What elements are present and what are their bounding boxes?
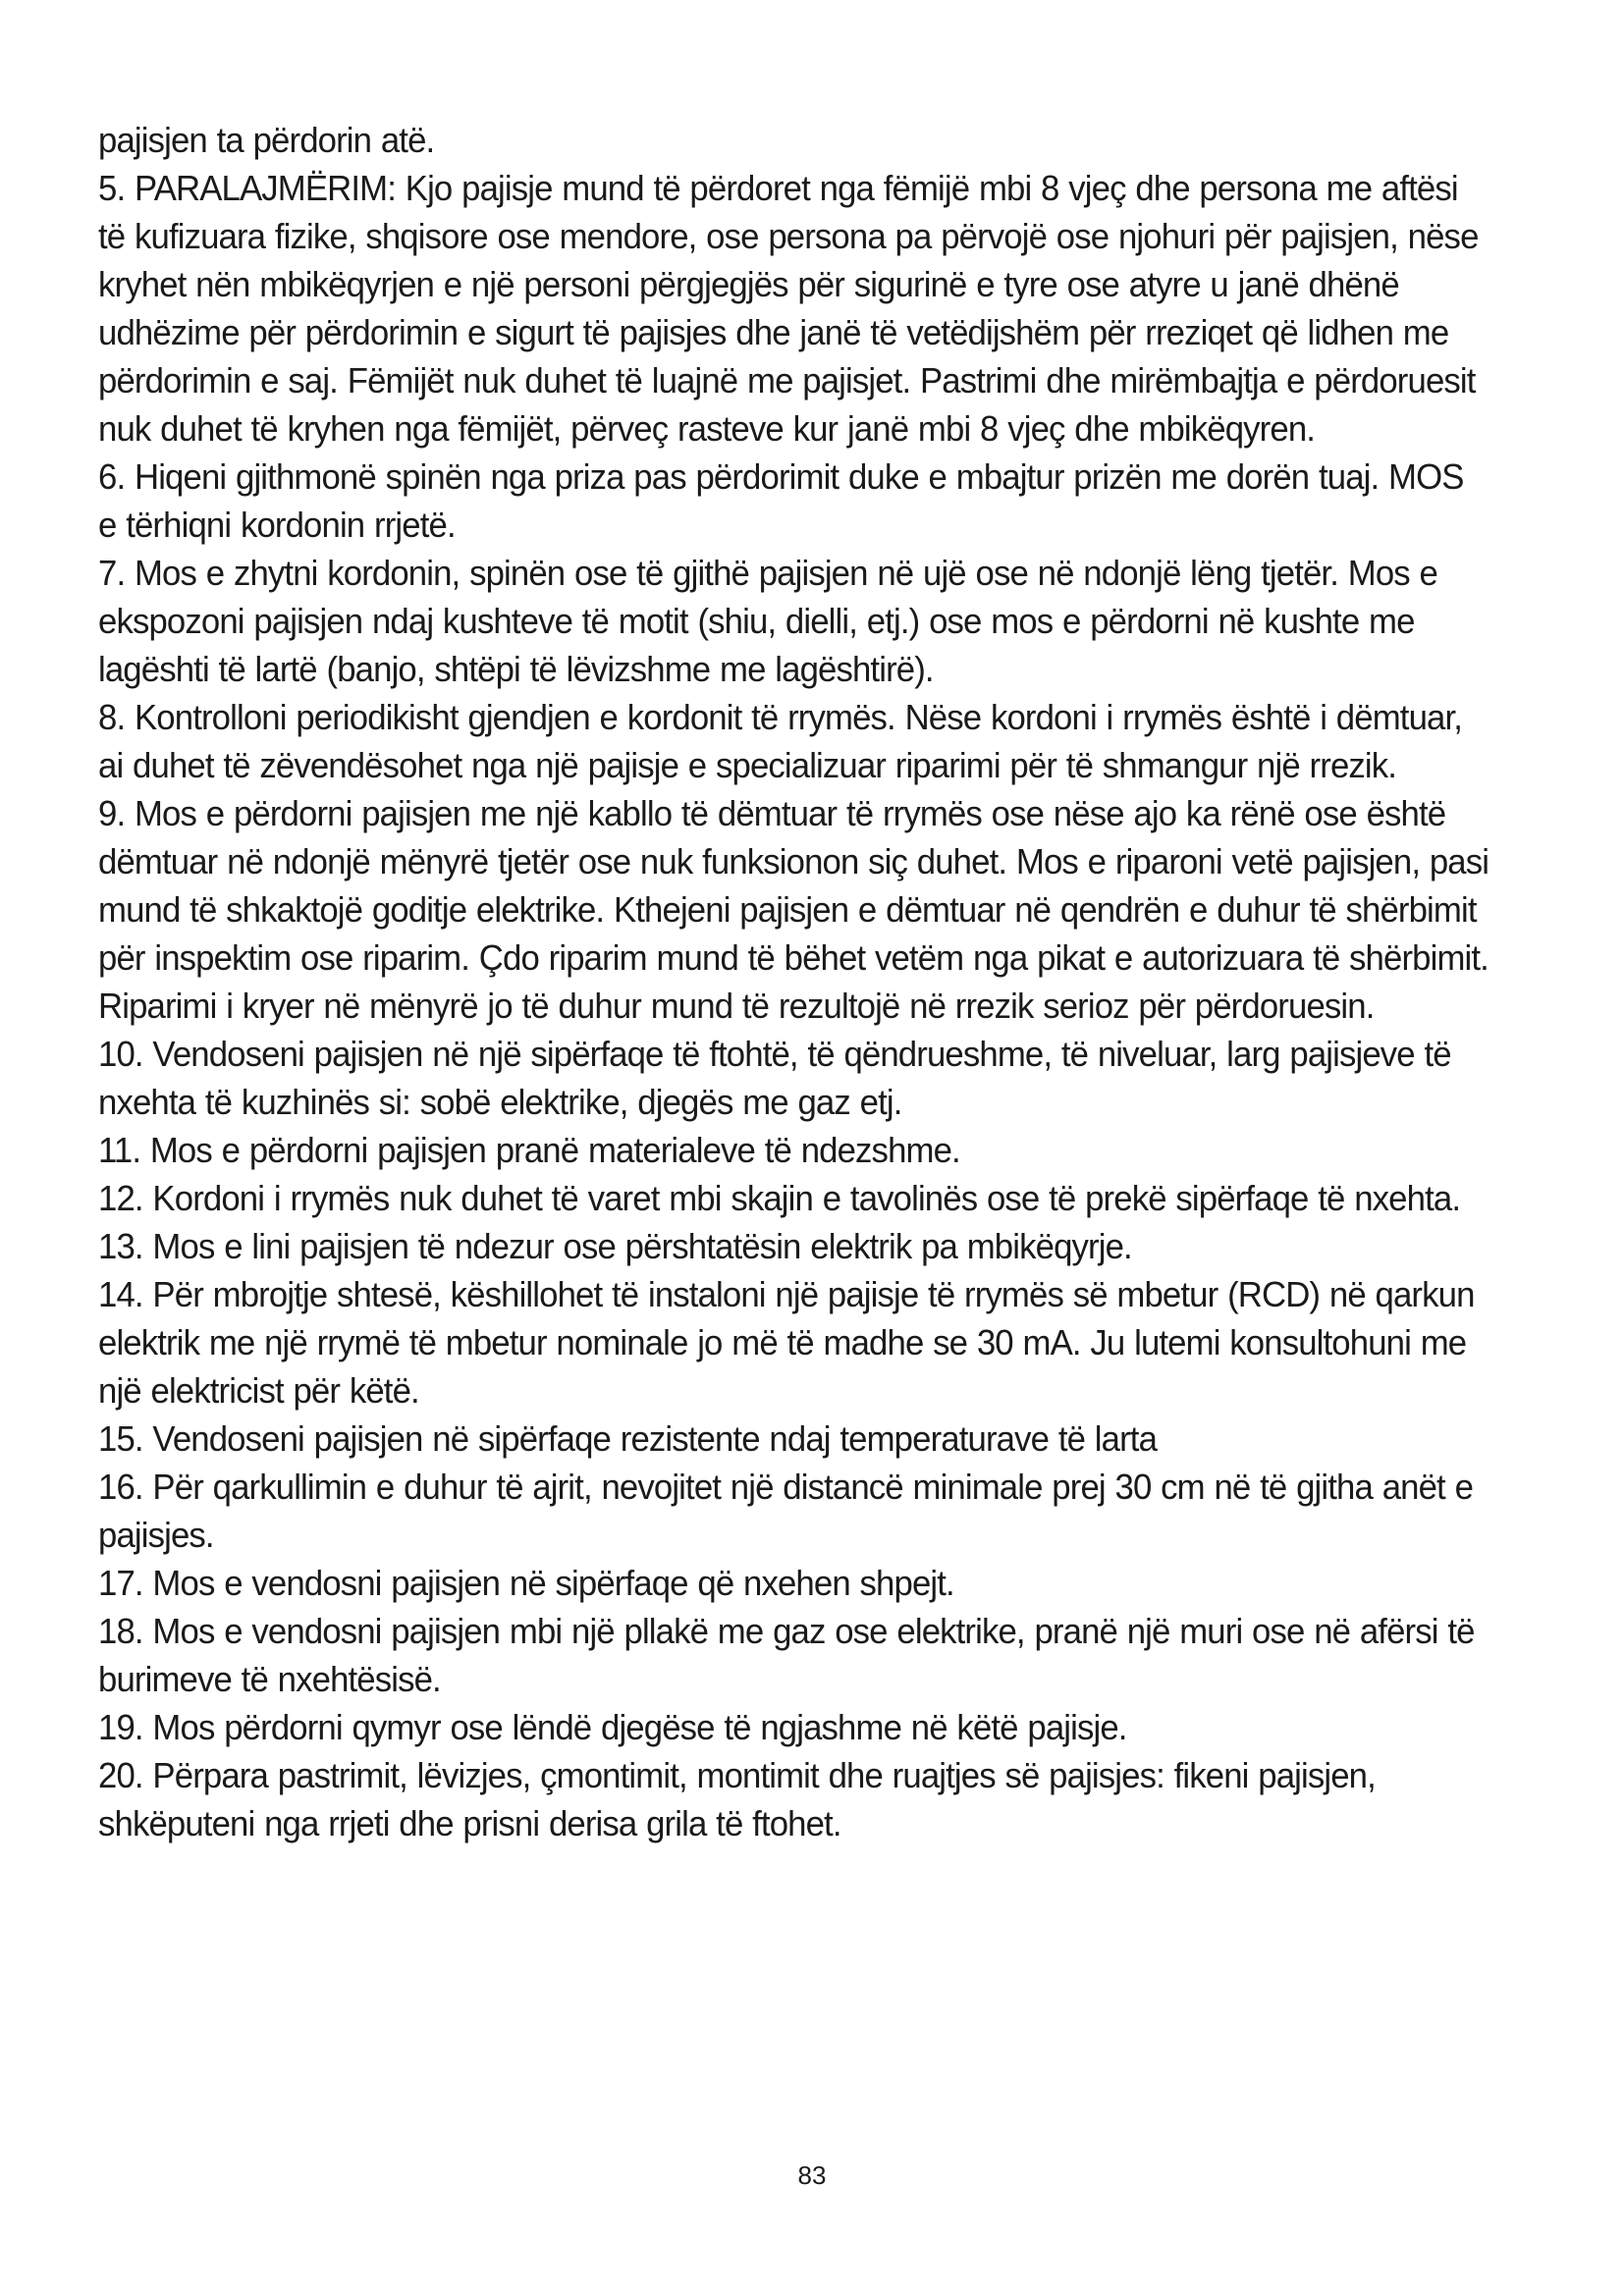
paragraph-item-20: 20. Përpara pastrimit, lëvizjes, çmontimit, montimit dhe ruajtjes së pajisjes: fikeni pajisjen, shkëputeni nga rrjeti dhe prisni derisa grila të ftohet. (98, 1755, 1376, 1843)
paragraph-item-13: 13. Mos e lini pajisjen të ndezur ose përshtatësin elektrik pa mbikëqyrje. (98, 1226, 1132, 1266)
page-number: 83 (797, 2161, 827, 2190)
paragraph-item-11: 11. Mos e përdorni pajisjen pranë materialeve të ndezshme. (98, 1130, 960, 1170)
paragraph-item-9: 9. Mos e përdorni pajisjen me një kabllo të dëmtuar të rrymës ose nëse ajo ka rënë ose është dëmtuar në ndonjë mënyrë tjetër ose nuk funksionon siç duhet. Mos e riparoni vetë pajisjen, pasi mund të shkaktojë goditje elektrike. Kthejeni pajisjen e dëmtuar në qendrën e duhur të shërbimit për inspektim ose riparim. Çdo riparim mund të bëhet vetëm nga pikat e autorizuara të shërbimit. Riparimi i kryer në mënyrë jo të duhur mund të rezultojë në rrezik serioz për përdoruesin. (98, 793, 1489, 1026)
paragraph-item-10: 10. Vendoseni pajisjen në një sipërfaqe të ftohtë, të qëndrueshme, të niveluar, larg pajisjeve të nxehta të kuzhinës si: sobë elektrike, djegës me gaz etj. (98, 1034, 1451, 1122)
paragraph-item-16: 16. Për qarkullimin e duhur të ajrit, nevojitet një distancë minimale prej 30 cm në të gjitha anët e pajisjes. (98, 1467, 1474, 1555)
paragraph-item-7: 7. Mos e zhytni kordonin, spinën ose të gjithë pajisjen në ujë ose në ndonjë lëng tjetër. Mos e ekspozoni pajisjen ndaj kushteve të motit (shiu, dielli, etj.) ose mos e përdorni në kushte me lagështi të lartë (banjo, shtëpi të lëvizshme me lagështirë). (98, 553, 1437, 689)
paragraph-continuation: pajisjen ta përdorin atë. (98, 120, 435, 160)
paragraph-item-8: 8. Kontrolloni periodikisht gjendjen e kordonit të rrymës. Nëse kordoni i rrymës është i dëmtuar, ai duhet të zëvendësohet nga një pajisje e specializuar riparimi për të shmangur një rrezik. (98, 697, 1463, 785)
document-body (98, 116, 1491, 1847)
paragraph-item-18: 18. Mos e vendosni pajisjen mbi një pllakë me gaz ose elektrike, pranë një muri ose në afërsi të burimeve të nxehtësisë. (98, 1611, 1475, 1699)
paragraph-item-17: 17. Mos e vendosni pajisjen në sipërfaqe që nxehen shpejt. (98, 1563, 954, 1603)
paragraph-item-19: 19. Mos përdorni qymyr ose lëndë djegëse të ngjashme në këtë pajisje. (98, 1707, 1127, 1747)
paragraph-item-12: 12. Kordoni i rrymës nuk duhet të varet mbi skajin e tavolinës ose të prekë sipërfaqe të nxehta. (98, 1178, 1461, 1218)
paragraph-item-6: 6. Hiqeni gjithmonë spinën nga priza pas përdorimit duke e mbajtur prizën me dorën tuaj. MOS e tërhiqni kordonin rrjetë. (98, 456, 1464, 545)
paragraph-item-15: 15. Vendoseni pajisjen në sipërfaqe rezistente ndaj temperaturave të larta (98, 1418, 1158, 1459)
paragraph-item-14: 14. Për mbrojtje shtesë, këshillohet të instaloni një pajisje të rrymës së mbetur (RCD) në qarkun elektrik me një rrymë të mbetur nominale jo më të madhe se 30 mA. Ju lutemi konsultohuni me një elektricist për këtë. (98, 1274, 1475, 1411)
paragraph-item-5: 5. PARALAJMËRIM: Kjo pajisje mund të përdoret nga fëmijë mbi 8 vjeç dhe persona me aftësi të kufizuara fizike, shqisore ose mendore, ose persona pa përvojë ose njohuri për pajisjen, nëse kryhet nën mbikëqyrjen e një personi përgjegjës për sigurinë e tyre ose atyre u janë dhënë udhëzime për përdorimin e sigurt të pajisjes dhe janë të vetëdijshëm për rreziqet që lidhen me përdorimin e saj. Fëmijët nuk duhet të luajnë me pajisjet. Pastrimi dhe mirëmbajtja e përdoruesit nuk duhet të kryhen nga fëmijët, përveç rasteve kur janë mbi 8 vjeç dhe mbikëqyren. (98, 168, 1479, 449)
